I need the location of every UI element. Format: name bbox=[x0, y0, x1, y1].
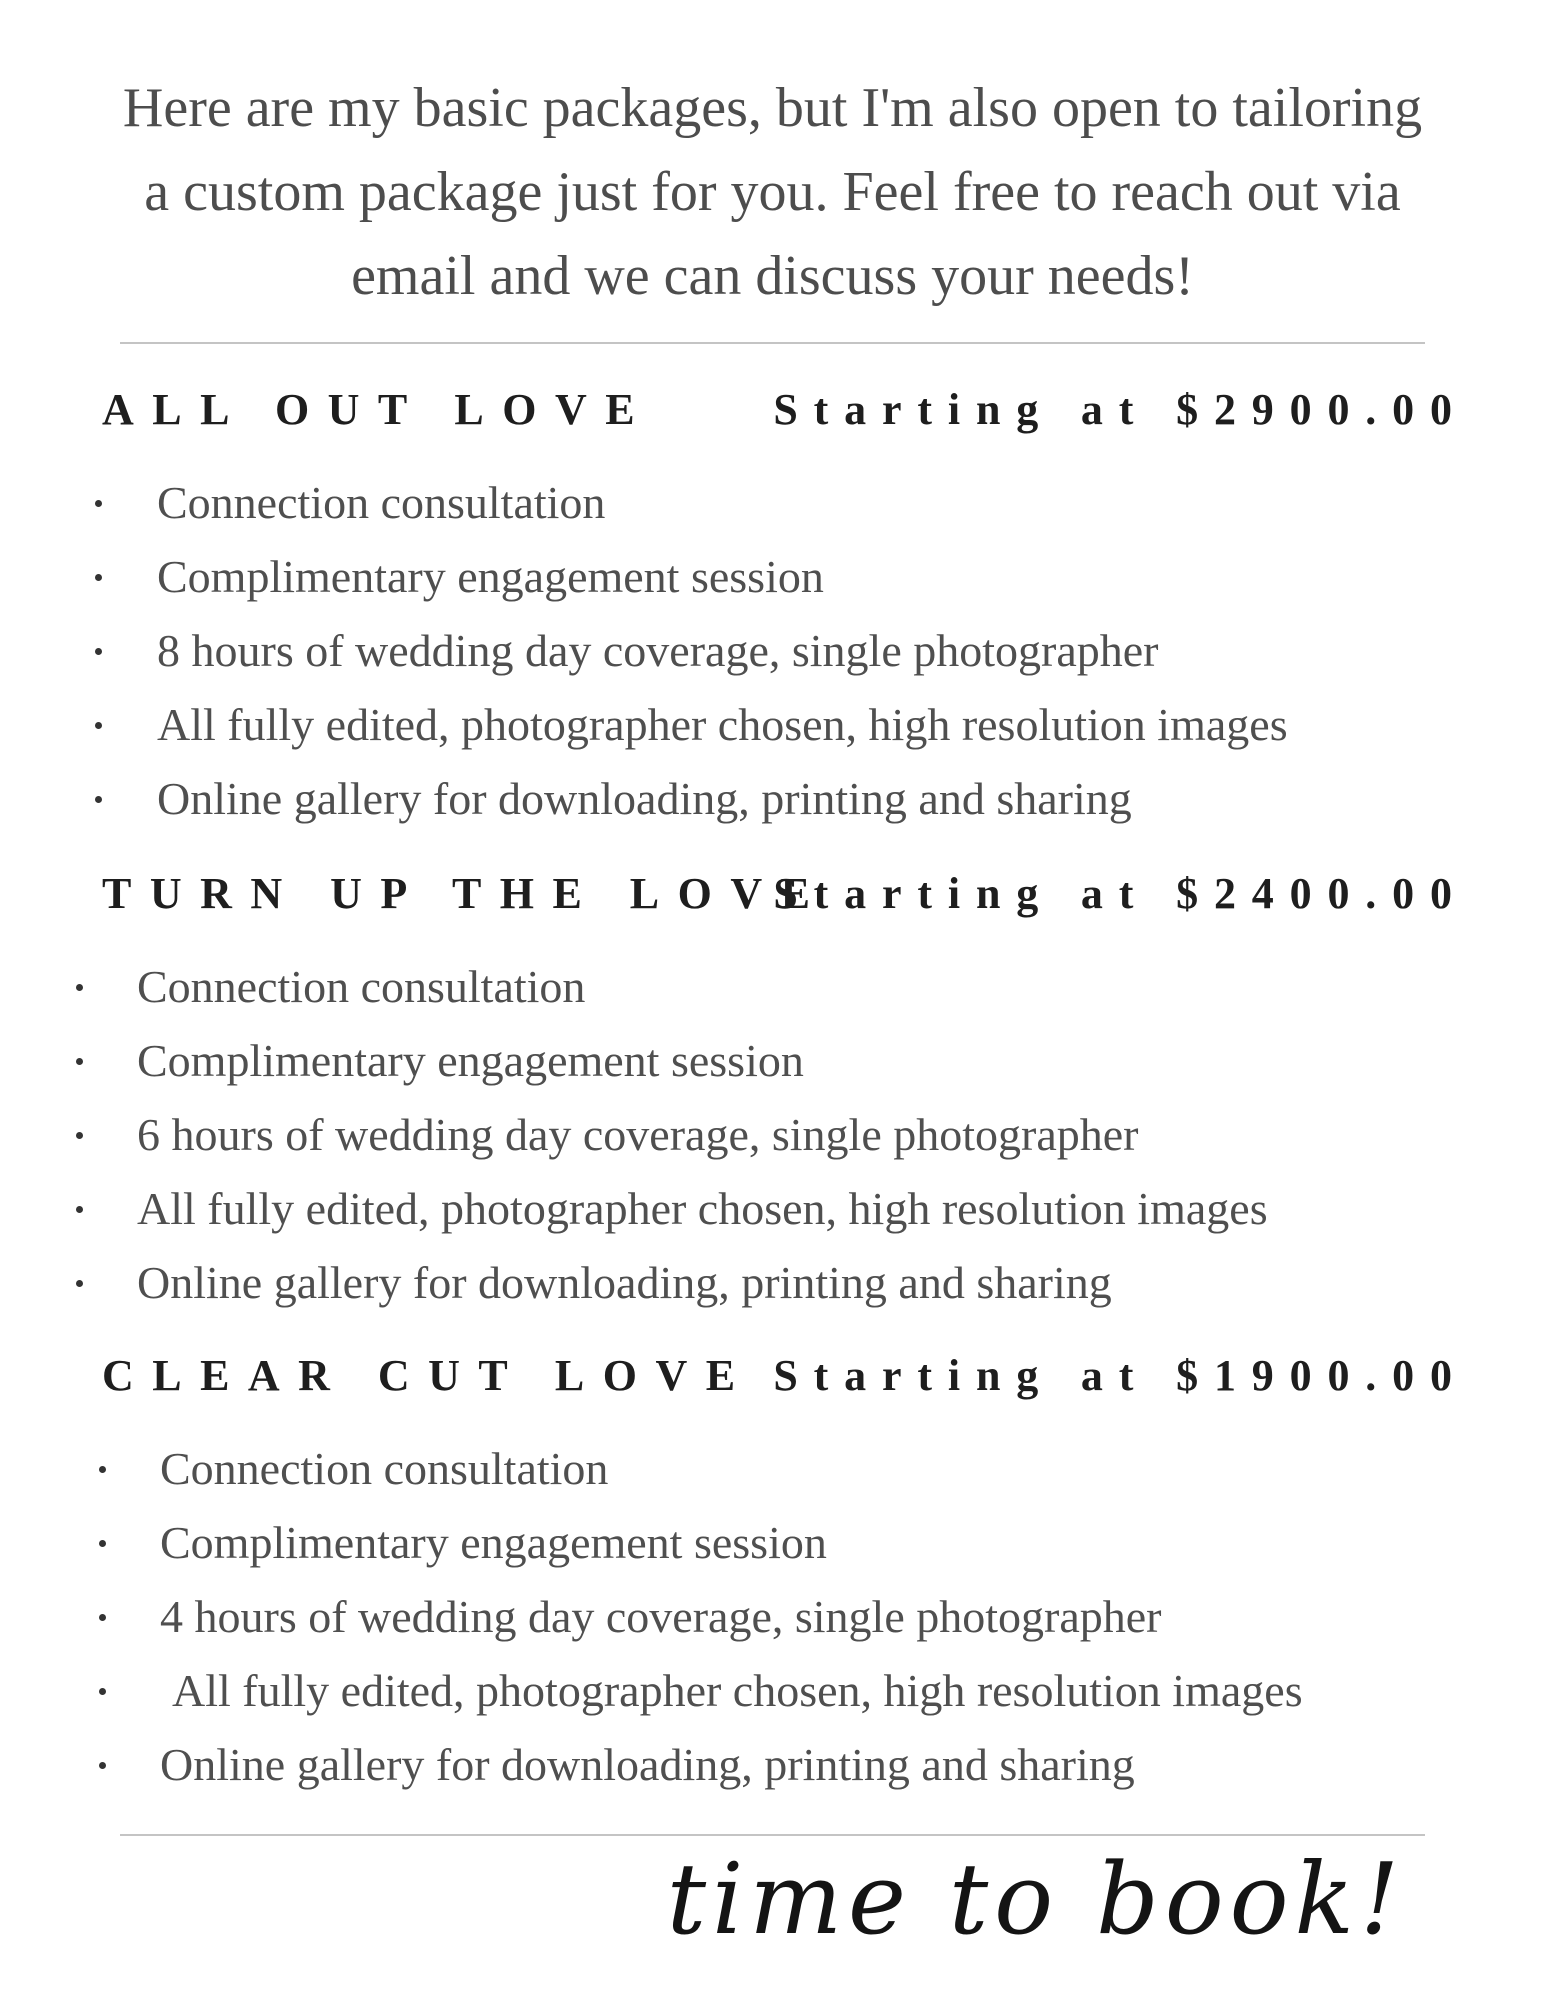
package-features-list bbox=[0, 950, 1545, 1320]
top-divider bbox=[120, 342, 1425, 344]
bullet-icon bbox=[95, 574, 102, 581]
feature-text: Online gallery for downloading, printing and sharing bbox=[157, 773, 1132, 824]
feature-text: Complimentary engagement session bbox=[160, 1517, 827, 1568]
intro-text bbox=[90, 66, 1455, 318]
bullet-icon bbox=[76, 1058, 83, 1065]
package-name: ALL OUT LOVE bbox=[102, 385, 654, 434]
list-item bbox=[0, 1506, 1545, 1580]
bullet-icon bbox=[99, 1540, 106, 1547]
bullet-icon bbox=[76, 1132, 83, 1139]
package-features-list bbox=[0, 466, 1545, 836]
intro-line: a custom package just for you. Feel free to reach out via bbox=[144, 161, 1401, 223]
feature-text: 6 hours of wedding day coverage, single photographer bbox=[137, 1109, 1139, 1160]
bullet-icon bbox=[95, 722, 102, 729]
feature-text: All fully edited, photographer chosen, high resolution images bbox=[157, 699, 1288, 750]
feature-text: Connection consultation bbox=[157, 477, 606, 528]
list-item bbox=[0, 1432, 1545, 1506]
package-name: CLEAR CUT LOVE bbox=[102, 1351, 754, 1400]
feature-text: Connection consultation bbox=[160, 1443, 609, 1494]
bullet-icon bbox=[99, 1466, 106, 1473]
list-item bbox=[0, 1246, 1545, 1320]
time-to-book-link[interactable]: time to book! bbox=[666, 1843, 1405, 1957]
list-item bbox=[0, 1654, 1545, 1728]
list-item bbox=[0, 1098, 1545, 1172]
feature-text: 4 hours of wedding day coverage, single photographer bbox=[160, 1591, 1162, 1642]
bullet-icon bbox=[99, 1688, 106, 1695]
bullet-icon bbox=[76, 1206, 83, 1213]
bullet-icon bbox=[76, 984, 83, 991]
intro-line: email and we can discuss your needs! bbox=[351, 245, 1194, 307]
list-item bbox=[0, 950, 1545, 1024]
bullet-icon bbox=[95, 500, 102, 507]
list-item bbox=[0, 1580, 1545, 1654]
bottom-divider bbox=[120, 1834, 1425, 1836]
feature-text: Connection consultation bbox=[137, 961, 586, 1012]
bullet-icon bbox=[95, 648, 102, 655]
feature-text: Online gallery for downloading, printing and sharing bbox=[160, 1739, 1135, 1790]
list-item bbox=[0, 1172, 1545, 1246]
package-name: TURN UP THE LOVE bbox=[102, 869, 829, 918]
feature-text: All fully edited, photographer chosen, high resolution images bbox=[172, 1665, 1303, 1716]
bullet-icon bbox=[99, 1762, 106, 1769]
feature-text: All fully edited, photographer chosen, high resolution images bbox=[137, 1183, 1268, 1234]
package-header-clear-cut-love bbox=[102, 1346, 1468, 1406]
list-item bbox=[0, 1728, 1545, 1802]
package-price: Starting at $2400.00 bbox=[773, 869, 1468, 918]
feature-text: Complimentary engagement session bbox=[157, 551, 824, 602]
feature-text: 8 hours of wedding day coverage, single photographer bbox=[157, 625, 1159, 676]
intro-line: Here are my basic packages, but I'm also open to tailoring bbox=[122, 77, 1423, 139]
feature-text: Complimentary engagement session bbox=[137, 1035, 804, 1086]
list-item bbox=[0, 540, 1545, 614]
package-price: Starting at $2900.00 bbox=[773, 385, 1468, 434]
bullet-icon bbox=[76, 1280, 83, 1287]
list-item bbox=[0, 614, 1545, 688]
package-features-list bbox=[0, 1432, 1545, 1802]
bullet-icon bbox=[99, 1614, 106, 1621]
package-header-all-out-love bbox=[102, 380, 1468, 440]
list-item bbox=[0, 762, 1545, 836]
package-header-turn-up-the-love bbox=[102, 864, 1468, 924]
package-price: Starting at $1900.00 bbox=[773, 1351, 1468, 1400]
list-item bbox=[0, 688, 1545, 762]
list-item bbox=[0, 466, 1545, 540]
bullet-icon bbox=[95, 796, 102, 803]
feature-text: Online gallery for downloading, printing and sharing bbox=[137, 1257, 1112, 1308]
list-item bbox=[0, 1024, 1545, 1098]
